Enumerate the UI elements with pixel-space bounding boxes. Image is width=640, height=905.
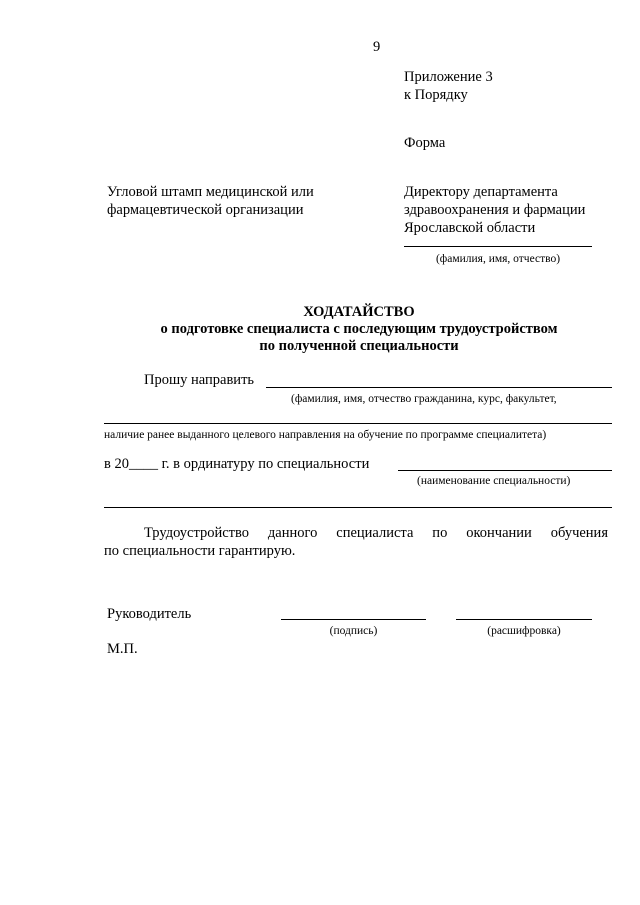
decode-caption: (расшифровка) [487, 625, 561, 637]
appendix-line-1: Приложение 3 [404, 69, 493, 85]
document-subtitle-1: о подготовке специалиста с последующим трудоустройством [160, 321, 558, 337]
residency-label: в 20____ г. в ординатуру по специальности [104, 456, 370, 472]
guarantee-line-2: по специальности гарантирую. [104, 543, 296, 559]
stamp-line-1: Угловой штамп медицинской или [107, 184, 314, 200]
addressee-line-1: Директору департамента [404, 184, 558, 200]
guarantee-line-1: Трудоустройство данного специалиста по окончании обучения [144, 525, 608, 541]
residency-specialty-line [398, 470, 612, 471]
request-caption-2: наличие ранее выданного целевого направления на обучение по программе специалитета) [104, 429, 547, 441]
signature-caption: (подпись) [329, 625, 378, 637]
page-number: 9 [373, 39, 381, 55]
addressee-line-2: здравоохранения и фармации [404, 202, 586, 218]
head-label: Руководитель [107, 606, 192, 622]
addressee-caption: (фамилия, имя, отчество) [435, 253, 561, 265]
decode-line [456, 619, 592, 620]
signature-line [281, 619, 426, 620]
residency-caption: (наименование специальности) [417, 475, 571, 487]
addressee-line-3: Ярославской области [404, 220, 536, 236]
addressee-name-line [404, 246, 592, 247]
request-second-line [104, 423, 612, 424]
request-caption-1: (фамилия, имя, отчество гражданина, курс, факультет, [291, 393, 557, 405]
document-title: ХОДАТАЙСТВО [303, 304, 415, 320]
stamp-line-2: фармацевтической организации [107, 202, 304, 218]
request-name-line [266, 387, 612, 388]
document-subtitle-2: по полученной специальности [259, 338, 459, 354]
seal-label: М.П. [107, 641, 138, 657]
residency-second-line [104, 507, 612, 508]
appendix-line-2: к Порядку [404, 87, 468, 103]
form-label: Форма [404, 135, 446, 151]
request-label: Прошу направить [144, 372, 255, 388]
